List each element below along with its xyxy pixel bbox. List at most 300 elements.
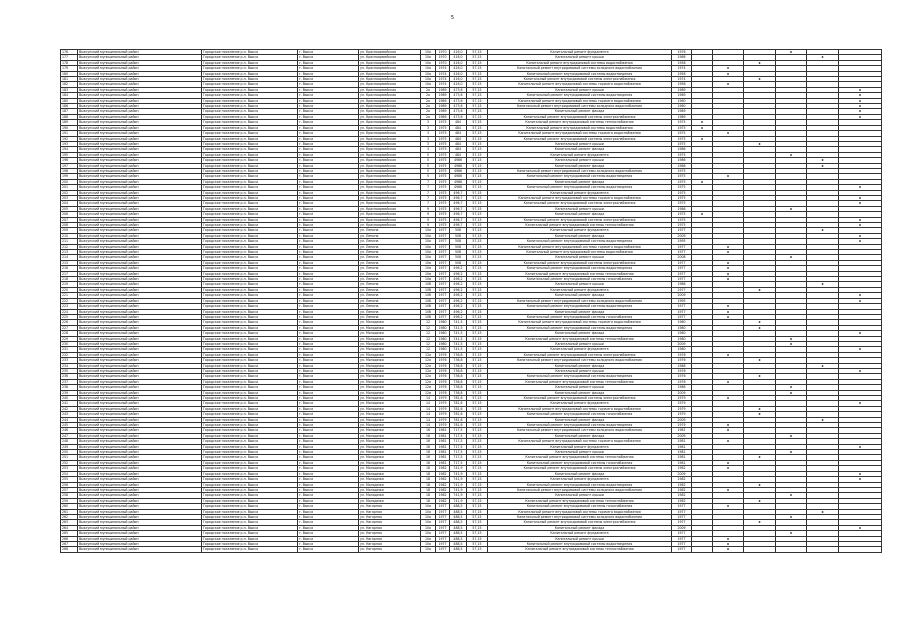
cell-build-year: 1981	[436, 433, 450, 438]
cell-wear: 57,15	[467, 239, 488, 244]
cell-mark-2: x	[713, 271, 744, 276]
cell-locality: г. Выкса	[298, 147, 359, 152]
cell-house: 12а	[421, 363, 436, 368]
cell-house: 12а	[421, 352, 436, 357]
cell-street: ул. Молодежи	[359, 412, 421, 417]
cell-work-year: 2009	[672, 417, 692, 422]
cell-municipal-district: Выксунский муниципальный район	[78, 141, 202, 146]
cell-municipal-district: Выксунский муниципальный район	[78, 185, 202, 190]
cell-work-year: 1981	[672, 439, 692, 444]
cell-settlement: Городское поселение р.п. Выкса	[202, 352, 298, 357]
cell-wear: 57,15	[467, 531, 488, 536]
cell-settlement: Городское поселение р.п. Выкса	[202, 482, 298, 487]
cell-build-year: 1981	[436, 450, 450, 455]
cell-street: ул. Красноармейская	[359, 206, 421, 211]
cell-work-type: Капитальный ремонт фундамента	[488, 444, 672, 449]
cell-municipal-district: Выксунский муниципальный район	[78, 396, 202, 401]
cell-area: 781,6	[450, 396, 467, 401]
cell-mark-6: x	[839, 217, 882, 222]
cell-row-number: 187	[61, 109, 78, 114]
cell-mark-4: x	[776, 514, 807, 519]
cell-work-year: 1989	[672, 93, 692, 98]
cell-street: ул. Молодежи	[359, 320, 421, 325]
cell-wear: 57,15	[467, 212, 488, 217]
cell-work-type: Капитальный ремонт фасада	[488, 147, 672, 152]
cell-wear: 57,15	[467, 309, 488, 314]
cell-settlement: Городское поселение р.п. Выкса	[202, 114, 298, 119]
cell-mark-2: x	[713, 66, 744, 71]
cell-wear: 57,15	[467, 125, 488, 130]
cell-municipal-district: Выксунский муниципальный район	[78, 293, 202, 298]
cell-work-year: 1989	[672, 114, 692, 119]
cell-work-year: 1960	[672, 104, 692, 109]
cell-area: 736,8	[450, 368, 467, 373]
cell-area: 484	[450, 125, 467, 130]
cell-build-year: 1977	[436, 304, 450, 309]
cell-mark-2: x	[713, 396, 744, 401]
cell-wear: 57,15	[467, 498, 488, 503]
cell-locality: г. Выкса	[298, 514, 359, 519]
cell-street: ул. Молодежи	[359, 331, 421, 336]
cell-area: 741,9	[450, 471, 467, 476]
cell-municipal-district: Выксунский муниципальный район	[78, 341, 202, 346]
cell-mark-5: x	[807, 55, 839, 60]
cell-mark-2: x	[713, 266, 744, 271]
cell-area: 508	[450, 228, 467, 233]
cell-municipal-district: Выксунский муниципальный район	[78, 228, 202, 233]
cell-build-year: 1975	[436, 190, 450, 195]
cell-wear: 57,15	[467, 477, 488, 482]
cell-locality: г. Выкса	[298, 320, 359, 325]
cell-locality: г. Выкса	[298, 298, 359, 303]
cell-locality: г. Выкса	[298, 368, 359, 373]
cell-house: 12	[421, 331, 436, 336]
cell-area: 717,5	[450, 428, 467, 433]
cell-street: ул. Красноармейская	[359, 201, 421, 206]
cell-municipal-district: Выксунский муниципальный район	[78, 471, 202, 476]
cell-build-year: 1975	[436, 185, 450, 190]
cell-work-type: Капитальный ремонт фундамента	[488, 531, 672, 536]
cell-row-number: 231	[61, 347, 78, 352]
cell-build-year: 1975	[436, 206, 450, 211]
cell-row-number: 179	[61, 66, 78, 71]
cell-build-year: 1977	[436, 514, 450, 519]
cell-row-number: 250	[61, 450, 78, 455]
cell-work-type: Капитальный ремонт крыши	[488, 206, 672, 211]
cell-settlement: Городское поселение р.п. Выкса	[202, 282, 298, 287]
cell-locality: г. Выкса	[298, 82, 359, 87]
cell-work-year: 1979	[672, 406, 692, 411]
cell-street: ул. Нагорная	[359, 536, 421, 541]
cell-area: 717,5	[450, 439, 467, 444]
cell-work-year: 1995	[672, 239, 692, 244]
cell-area: 484	[450, 141, 467, 146]
cell-mark-2: x	[713, 423, 744, 428]
cell-area: 508	[450, 255, 467, 260]
cell-locality: г. Выкса	[298, 520, 359, 525]
cell-build-year: 1970	[436, 60, 450, 65]
cell-work-year: 2009	[672, 471, 692, 476]
cell-municipal-district: Выксунский муниципальный район	[78, 444, 202, 449]
cell-area: 496,2	[450, 314, 467, 319]
cell-settlement: Городское поселение р.п. Выкса	[202, 304, 298, 309]
cell-work-type: Капитальный ремонт внутридомовой системы холодного водоснабжения	[488, 428, 672, 433]
cell-wear: 57,15	[467, 120, 488, 125]
cell-build-year: 1977	[436, 547, 450, 552]
cell-locality: г. Выкса	[298, 60, 359, 65]
cell-locality: г. Выкса	[298, 374, 359, 379]
cell-house: 18	[421, 493, 436, 498]
cell-work-year: 1975	[672, 185, 692, 190]
cell-work-type: Капитальный ремонт внутридомовой системы электроснабжения	[488, 201, 672, 206]
cell-house: 3	[421, 125, 436, 130]
cell-house: 10б	[421, 282, 436, 287]
cell-row-number: 261	[61, 509, 78, 514]
cell-mark-3: x	[744, 287, 776, 292]
cell-row-number: 195	[61, 152, 78, 157]
cell-house: 5	[421, 163, 436, 168]
cell-work-type: Капитальный ремонт крыши	[488, 385, 672, 390]
cell-wear: 57,15	[467, 541, 488, 546]
table-row	[61, 547, 882, 552]
cell-settlement: Городское поселение р.п. Выкса	[202, 244, 298, 249]
cell-house: 2а	[421, 98, 436, 103]
cell-house: 16	[421, 439, 436, 444]
cell-street: ул. Молодежи	[359, 439, 421, 444]
cell-area: 488,5	[450, 520, 467, 525]
cell-municipal-district: Выксунский муниципальный район	[78, 547, 202, 552]
cell-wear: 57,15	[467, 87, 488, 92]
cell-work-type: Капитальный ремонт внутридомовой системы газоснабжения	[488, 277, 672, 282]
cell-house: 10а	[421, 250, 436, 255]
cell-street: ул. Красноармейская	[359, 141, 421, 146]
cell-locality: г. Выкса	[298, 163, 359, 168]
cell-street: ул. Красноармейская	[359, 82, 421, 87]
cell-wear: 57,15	[467, 314, 488, 319]
cell-wear: 57,15	[467, 277, 488, 282]
cell-wear: 57,15	[467, 379, 488, 384]
cell-house: 16	[421, 444, 436, 449]
cell-locality: г. Выкса	[298, 401, 359, 406]
cell-municipal-district: Выксунский муниципальный район	[78, 304, 202, 309]
cell-house: 16	[421, 455, 436, 460]
cell-work-type: Капитальный ремонт внутридомовой системы холодного водоснабжения	[488, 66, 672, 71]
cell-settlement: Городское поселение р.п. Выкса	[202, 525, 298, 530]
cell-mark-5: x	[807, 228, 839, 233]
cell-mark-5: x	[807, 363, 839, 368]
cell-work-type: Капитальный ремонт внутридомовой системы электроснабжения	[488, 396, 672, 401]
cell-locality: г. Выкса	[298, 158, 359, 163]
cell-house: 7	[421, 195, 436, 200]
cell-build-year: 1979	[436, 406, 450, 411]
cell-house: 12	[421, 341, 436, 346]
cell-locality: г. Выкса	[298, 504, 359, 509]
cell-row-number: 233	[61, 358, 78, 363]
cell-work-year: 1981	[672, 444, 692, 449]
cell-build-year: 1976	[436, 390, 450, 395]
cell-row-number: 265	[61, 531, 78, 536]
cell-settlement: Городское поселение р.п. Выкса	[202, 547, 298, 552]
cell-mark-1: x	[692, 125, 713, 130]
cell-work-year: 2009	[672, 390, 692, 395]
cell-locality: г. Выкса	[298, 228, 359, 233]
cell-settlement: Городское поселение р.п. Выкса	[202, 406, 298, 411]
cell-municipal-district: Выксунский муниципальный район	[78, 509, 202, 514]
cell-wear: 57,15	[467, 195, 488, 200]
cell-street: ул. Молодежи	[359, 374, 421, 379]
cell-wear: 57,15	[467, 536, 488, 541]
cell-wear: 57,15	[467, 341, 488, 346]
cell-settlement: Городское поселение р.п. Выкса	[202, 104, 298, 109]
cell-work-type: Капитальный ремонт внутридомовой системы теплоснабжения	[488, 336, 672, 341]
cell-house: 9	[421, 217, 436, 222]
cell-build-year: 1977	[436, 536, 450, 541]
cell-settlement: Городское поселение р.п. Выкса	[202, 98, 298, 103]
cell-house: 3	[421, 120, 436, 125]
cell-settlement: Городское поселение р.п. Выкса	[202, 201, 298, 206]
cell-locality: г. Выкса	[298, 136, 359, 141]
cell-build-year: 1982	[436, 482, 450, 487]
cell-locality: г. Выкса	[298, 77, 359, 82]
cell-house: 10а	[421, 547, 436, 552]
cell-work-type: Капитальный ремонт крыши	[488, 493, 672, 498]
cell-area: 4986	[450, 174, 467, 179]
cell-municipal-district: Выксунский муниципальный район	[78, 114, 202, 119]
cell-wear: 57,15	[467, 60, 488, 65]
cell-work-year: 1975	[672, 190, 692, 195]
cell-wear: 57,15	[467, 287, 488, 292]
cell-mark-5: x	[807, 158, 839, 163]
cell-row-number: 212	[61, 244, 78, 249]
cell-settlement: Городское поселение р.п. Выкса	[202, 379, 298, 384]
cell-settlement: Городское поселение р.п. Выкса	[202, 206, 298, 211]
cell-municipal-district: Выксунский муниципальный район	[78, 131, 202, 136]
cell-locality: г. Выкса	[298, 412, 359, 417]
cell-street: ул. Красноармейская	[359, 168, 421, 173]
cell-mark-2: x	[713, 460, 744, 465]
cell-house: 10а	[421, 82, 436, 87]
cell-settlement: Городское поселение р.п. Выкса	[202, 401, 298, 406]
cell-mark-4	[776, 547, 807, 552]
cell-municipal-district: Выксунский муниципальный район	[78, 190, 202, 195]
cell-mark-5: x	[807, 163, 839, 168]
cell-mark-5: x	[807, 509, 839, 514]
cell-work-year: 1976	[672, 358, 692, 363]
cell-work-year: 1986	[672, 163, 692, 168]
cell-settlement: Городское поселение р.п. Выкса	[202, 163, 298, 168]
cell-house: 16	[421, 460, 436, 465]
cell-work-year: 1980	[672, 320, 692, 325]
cell-street: ул. Ленина	[359, 244, 421, 249]
cell-mark-6: x	[839, 331, 882, 336]
cell-mark-4: x	[776, 433, 807, 438]
cell-mark-3: x	[744, 60, 776, 65]
cell-mark-6: x	[839, 195, 882, 200]
cell-house: 10а	[421, 525, 436, 530]
cell-area: 781,6	[450, 417, 467, 422]
cell-area: 741,5	[450, 331, 467, 336]
cell-street: ул. Красноармейская	[359, 163, 421, 168]
cell-wear: 57,15	[467, 71, 488, 76]
cell-build-year: 1977	[436, 314, 450, 319]
cell-work-year: 2009	[672, 525, 692, 530]
cell-row-number: 227	[61, 325, 78, 330]
cell-municipal-district: Выксунский муниципальный район	[78, 55, 202, 60]
cell-wear: 57,15	[467, 493, 488, 498]
cell-build-year: 1977	[436, 255, 450, 260]
cell-settlement: Городское поселение р.п. Выкса	[202, 293, 298, 298]
cell-work-type: Капитальный ремонт крыши	[488, 368, 672, 373]
cell-house: 5	[421, 168, 436, 173]
cell-street: ул. Красноармейская	[359, 217, 421, 222]
cell-work-year: 1980	[672, 325, 692, 330]
cell-locality: г. Выкса	[298, 50, 359, 55]
cell-row-number: 191	[61, 131, 78, 136]
cell-row-number: 211	[61, 239, 78, 244]
cell-locality: г. Выкса	[298, 87, 359, 92]
cell-municipal-district: Выксунский муниципальный район	[78, 255, 202, 260]
cell-street: ул. Ленина	[359, 255, 421, 260]
cell-municipal-district: Выксунский муниципальный район	[78, 163, 202, 168]
cell-municipal-district: Выксунский муниципальный район	[78, 66, 202, 71]
cell-work-type: Капитальный ремонт фасада	[488, 363, 672, 368]
cell-locality: г. Выкса	[298, 212, 359, 217]
cell-mark-6: x	[839, 368, 882, 373]
cell-street: ул. Красноармейская	[359, 179, 421, 184]
cell-settlement: Городское поселение р.п. Выкса	[202, 514, 298, 519]
cell-work-year: 1975	[672, 152, 692, 157]
cell-street: ул. Молодежи	[359, 460, 421, 465]
cell-row-number: 234	[61, 363, 78, 368]
cell-settlement: Городское поселение р.п. Выкса	[202, 314, 298, 319]
cell-house: 3	[421, 131, 436, 136]
cell-settlement: Городское поселение р.п. Выкса	[202, 195, 298, 200]
cell-mark-6: x	[839, 239, 882, 244]
cell-work-year: 1980	[672, 347, 692, 352]
cell-locality: г. Выкса	[298, 260, 359, 265]
cell-municipal-district: Выксунский муниципальный район	[78, 536, 202, 541]
cell-municipal-district: Выксунский муниципальный район	[78, 277, 202, 282]
cell-area: 736,8	[450, 358, 467, 363]
cell-area: 736,8	[450, 385, 467, 390]
cell-settlement: Городское поселение р.п. Выкса	[202, 520, 298, 525]
cell-house: 18	[421, 466, 436, 471]
cell-settlement: Городское поселение р.п. Выкса	[202, 374, 298, 379]
cell-area: 736,8	[450, 363, 467, 368]
cell-wear: 57,15	[467, 428, 488, 433]
cell-row-number: 192	[61, 136, 78, 141]
cell-mark-6: x	[839, 109, 882, 114]
cell-locality: г. Выкса	[298, 379, 359, 384]
cell-row-number: 258	[61, 493, 78, 498]
cell-build-year: 1982	[436, 477, 450, 482]
cell-mark-1: x	[692, 179, 713, 184]
cell-row-number: 186	[61, 104, 78, 109]
cell-build-year: 1977	[436, 233, 450, 238]
cell-area: 741,5	[450, 320, 467, 325]
cell-mark-1	[692, 547, 713, 552]
cell-row-number: 264	[61, 525, 78, 530]
cell-area: 473,6	[450, 114, 467, 119]
cell-work-type: Капитальный ремонт крыши	[488, 87, 672, 92]
cell-work-type: Капитальный ремонт внутридомовой системы горячего водоснабжения	[488, 509, 672, 514]
cell-mark-3: x	[744, 320, 776, 325]
cell-build-year: 1975	[436, 179, 450, 184]
cell-mark-6: x	[839, 201, 882, 206]
cell-street: ул. Ленина	[359, 298, 421, 303]
cell-street: ул. Молодежи	[359, 466, 421, 471]
cell-build-year: 1977	[436, 525, 450, 530]
cell-row-number: 205	[61, 206, 78, 211]
cell-mark-2: x	[713, 504, 744, 509]
cell-row-number: 232	[61, 352, 78, 357]
cell-wear: 57,15	[467, 93, 488, 98]
cell-area: 508	[450, 233, 467, 238]
cell-locality: г. Выкса	[298, 466, 359, 471]
cell-area: 473,6	[450, 104, 467, 109]
cell-locality: г. Выкса	[298, 195, 359, 200]
cell-build-year: 1982	[436, 498, 450, 503]
cell-wear: 57,15	[467, 331, 488, 336]
cell-locality: г. Выкса	[298, 477, 359, 482]
cell-work-type: Капитальный ремонт внутридомовой системы водоотведения	[488, 482, 672, 487]
cell-wear: 57,15	[467, 250, 488, 255]
cell-wear: 57,15	[467, 514, 488, 519]
cell-locality: г. Выкса	[298, 450, 359, 455]
cell-house: 14	[421, 401, 436, 406]
cell-mark-2: x	[713, 174, 744, 179]
cell-work-year: 1979	[672, 396, 692, 401]
cell-row-number: 251	[61, 455, 78, 460]
cell-work-year: 1975	[672, 131, 692, 136]
cell-area: 416,0	[450, 50, 467, 55]
cell-street: ул. Ленина	[359, 282, 421, 287]
cell-municipal-district: Выксунский муниципальный район	[78, 98, 202, 103]
cell-work-type: Капитальный ремонт фасада	[488, 109, 672, 114]
cell-street: ул. Молодежи	[359, 401, 421, 406]
cell-house: 16	[421, 433, 436, 438]
cell-house: 18	[421, 498, 436, 503]
cell-build-year: 1976	[436, 358, 450, 363]
cell-house: 12а	[421, 368, 436, 373]
cell-work-type: Капитальный ремонт внутридомовой системы водоотведения	[488, 325, 672, 330]
cell-work-year: 1989	[672, 109, 692, 114]
cell-area: 781,6	[450, 412, 467, 417]
cell-street: ул. Красноармейская	[359, 93, 421, 98]
cell-locality: г. Выкса	[298, 498, 359, 503]
cell-build-year: 1977	[436, 239, 450, 244]
cell-municipal-district: Выксунский муниципальный район	[78, 525, 202, 530]
cell-build-year: 1989	[436, 109, 450, 114]
cell-settlement: Городское поселение р.п. Выкса	[202, 239, 298, 244]
cell-street: ул. Нагорная	[359, 520, 421, 525]
cell-work-year: 1977	[672, 266, 692, 271]
cell-municipal-district: Выксунский муниципальный район	[78, 250, 202, 255]
cell-area: 741,5	[450, 347, 467, 352]
cell-wear: 57,15	[467, 217, 488, 222]
cell-build-year: 1979	[436, 412, 450, 417]
cell-area: 496,2	[450, 266, 467, 271]
cell-row-number: 226	[61, 320, 78, 325]
cell-work-type: Капитальный ремонт фасада	[488, 471, 672, 476]
cell-work-year: 1995	[672, 298, 692, 303]
cell-settlement: Городское поселение р.п. Выкса	[202, 368, 298, 373]
cell-area: 496,2	[450, 304, 467, 309]
cell-build-year: 1982	[436, 493, 450, 498]
cell-work-type: Капитальный ремонт внутридомовой системы холодного водоснабжения	[488, 487, 672, 492]
cell-settlement: Городское поселение р.п. Выкса	[202, 428, 298, 433]
cell-area: 508	[450, 244, 467, 249]
